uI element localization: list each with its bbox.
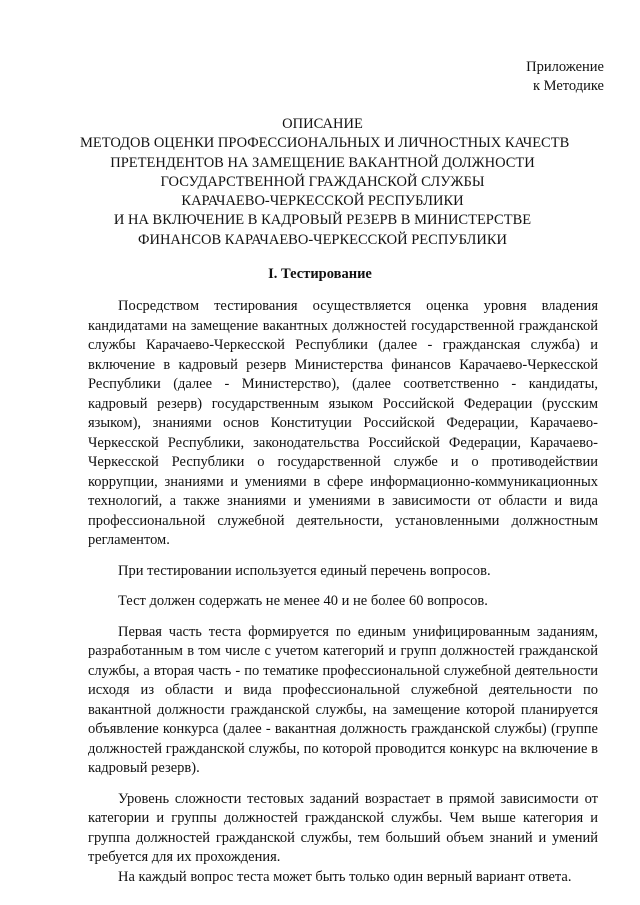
title-line: ПРЕТЕНДЕНТОВ НА ЗАМЕЩЕНИЕ ВАКАНТНОЙ ДОЛЖНОСТИ — [110, 154, 535, 171]
appendix-line-2: к Методике — [532, 78, 604, 94]
section-heading: I. Тестирование — [268, 266, 372, 282]
paragraph-question-list: При тестировании используется единый перечень вопросов. — [118, 562, 491, 579]
title-line: ГОСУДАРСТВЕННОЙ ГРАЖДАНСКОЙ СЛУЖБЫ — [160, 173, 485, 190]
title-line: КАРАЧАЕВО-ЧЕРКЕССКОЙ РЕСПУБЛИКИ — [181, 193, 464, 210]
title-line: И НА ВКЛЮЧЕНИЕ В КАДРОВЫЙ РЕЗЕРВ В МИНИСТЕРСТВЕ — [113, 212, 532, 229]
paragraph-question-count: Тест должен содержать не менее 40 и не более 60 вопросов. — [118, 593, 488, 609]
paragraph-single-answer: На каждый вопрос теста может быть только один верный вариант ответа. — [118, 868, 572, 885]
title-line: МЕТОДОВ ОЦЕНКИ ПРОФЕССИОНАЛЬНЫХ И ЛИЧНОСТНЫХ КАЧЕСТВ — [80, 135, 570, 152]
title-line: ОПИСАНИЕ — [282, 116, 363, 132]
title-line: ФИНАНСОВ КАРАЧАЕВО-ЧЕРКЕССКОЙ РЕСПУБЛИКИ — [138, 231, 507, 248]
paragraph-testing-scope: Посредством тестирования осуществляется оценка уровня владения кандидатами на замещение вакантных должностей государственной гражданской службы Карачаево-Черкесской Республики (далее - гражданская служба) и включение в кадровый резерв Министерства финансов Карачаево-Черкесской Республики (далее - Министерство), (далее соответственно - кандидаты, кадровый резерв) государственным языком Российской Федерации (русским языком), знаниями основ Конституции Российской Федерации, Карачаево-Черкесской Республики, законодательства Российской Федерации, Карачаево-Черкесской Республики о государственной службе и о противодействии коррупции, знаниями и умениями в сфере информационно-коммуникационных технологий, а также знаниями и умениями в зависимости от области и вида профессиональной служебной деятельности, установленными должностным регламентом. — [88, 298, 598, 548]
paragraph-test-parts: Первая часть теста формируется по единым унифицированным заданиям, разработанным в том числе с учетом категорий и групп должностей гражданской службы, а вторая часть - по тематике профессиональной служебной деятельности исходя из области и вида профессиональной служебной деятельности по вакантной должности гражданской службы, на замещение которой планируется объявление конкурса (далее - вакантная должность гражданской службы) (группе должностей гражданской службы, по которой проводится конкурс на включение в кадровый резерв). — [88, 623, 598, 776]
appendix-note — [526, 58, 604, 96]
paragraph-difficulty: Уровень сложности тестовых заданий возрастает в прямой зависимости от категории и группы должностей гражданской службы. Чем выше категория и группа должностей гражданской службы, тем больший объем знаний и умений требуется для их прохождения. — [88, 790, 598, 865]
document-title — [80, 115, 570, 250]
document-body — [88, 297, 598, 887]
appendix-line-1: Приложение — [526, 59, 604, 75]
